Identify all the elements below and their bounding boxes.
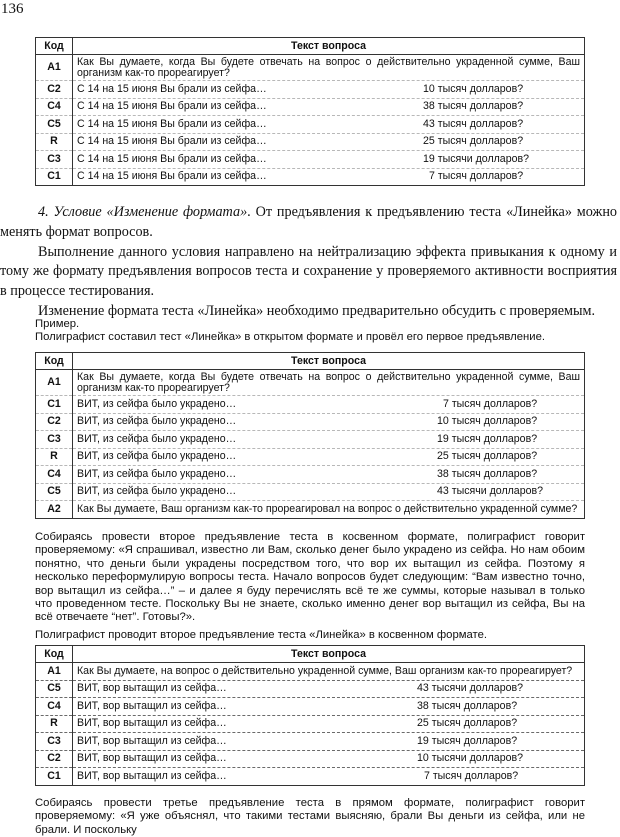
question-code: C5 [36, 680, 73, 698]
column-header-text: Текст вопроса [73, 38, 585, 55]
question-table-3 [35, 645, 585, 786]
question-stem: ВИТ, из сейфа было украдено… [77, 397, 237, 410]
question-code: C1 [36, 768, 73, 786]
column-header-code: Код [36, 353, 73, 370]
question-code: C5 [36, 116, 73, 134]
table-row [36, 413, 585, 431]
question-amount: 25 тысяч долларов? [437, 450, 538, 463]
question-stem: ВИТ, вор вытащил из сейфа… [77, 699, 227, 712]
question-amount: 25 тысяч долларов? [423, 135, 524, 148]
question-amount: 19 тысяч долларов? [437, 432, 538, 445]
question-stem: ВИТ, вор вытащил из сейфа… [77, 752, 227, 765]
section-4-paragraph-2: Выполнение данного условия направлено на нейтрализацию эффекта привыкания к одному и тому же формату предъявления вопросов теста и сохранение у проверяемого активности восприятия в процессе тестирования. [0, 243, 617, 300]
question-code: C4 [36, 466, 73, 484]
question-text: Как Вы думаете, на вопрос о действительно украденной сумме, Ваш организм как-то прореагирует? [73, 663, 585, 681]
table-row [36, 750, 585, 768]
question-amount: 38 тысяч долларов? [423, 100, 524, 113]
table-row [36, 370, 585, 396]
table-row [36, 396, 585, 414]
section-4-paragraph-3: Изменение формата теста «Линейка» необходимо предварительно обсудить с проверяемым. [38, 302, 596, 319]
question-amount: 43 тысячи долларов? [437, 485, 544, 498]
question-amount: 7 тысяч долларов? [424, 769, 519, 782]
second-presentation-intro-block [35, 629, 585, 642]
question-table-1 [35, 37, 585, 186]
question-amount: 10 тысячи долларов? [417, 752, 524, 765]
question-stem: ВИТ, вор вытащил из сейфа… [77, 734, 227, 747]
question-code: C4 [36, 698, 73, 716]
question-stem: ВИТ, из сейфа было украдено… [77, 467, 237, 480]
second-presentation-speech: Собираясь провести второе предъявление теста в косвенном формате, полиграфист говорит проверяемому: «Я спрашивал, известно ли Вам, сколько денег было украдено из сейфа. Но нам обоим понятно, что деньги были украдены посредством того, что вор их вытащил из сейфа. Поэтому я несколько переформулирую вопросы теста. Начало вопросов будет следующим: “Вам известно точно, вор вытащил из сейфа…” – и далее я буду перечислять всё те же суммы, которые называл в только что проведенном тесте. Поскольку Вы не знаете, сколько именно денег вор вытащил из сейфа, Вы на всё отвечаете “нет”. Готовы?». [35, 531, 585, 624]
table-header-row [36, 646, 585, 663]
question-code: A2 [36, 501, 73, 519]
table-row [36, 151, 585, 169]
question-amount: 19 тысячи долларов? [423, 152, 530, 165]
table-header-row [36, 353, 585, 370]
table-row [36, 501, 585, 519]
question-stem: ВИТ, из сейфа было украдено… [77, 485, 237, 498]
question-code: C3 [36, 151, 73, 169]
column-header-code: Код [36, 646, 73, 663]
question-stem: С 14 на 15 июня Вы брали из сейфа… [77, 117, 267, 130]
table-row [36, 698, 585, 716]
table-row [36, 431, 585, 449]
table-row [36, 116, 585, 134]
question-code: C2 [36, 81, 73, 99]
question-text: Как Вы думаете, когда Вы будете отвечать на вопрос о действительно украденной сумме, Ваш организм как-то прореагирует? [73, 55, 585, 81]
page-number: 136 [1, 1, 24, 17]
question-code: C1 [36, 396, 73, 414]
question-amount: 10 тысяч долларов? [437, 415, 538, 428]
question-code: A1 [36, 370, 73, 396]
question-amount: 7 тысяч долларов? [429, 170, 524, 183]
question-stem: ВИТ, вор вытащил из сейфа… [77, 769, 227, 782]
question-stem: ВИТ, из сейфа было украдено… [77, 432, 237, 445]
question-code: C3 [36, 733, 73, 751]
third-presentation-text [35, 797, 585, 837]
question-text: Как Вы думаете, когда Вы будете отвечать на вопрос о действительно украденной сумме, Ваш организм как-то прореагирует? [73, 370, 585, 396]
question-amount: 25 тысяч долларов? [417, 717, 518, 730]
section-4-heading-paragraph [0, 203, 617, 243]
second-presentation-text [35, 531, 585, 625]
table-row [36, 715, 585, 733]
table-row [36, 448, 585, 466]
question-amount: 7 тысяч долларов? [443, 397, 538, 410]
table-row [36, 483, 585, 501]
question-stem: ВИТ, вор вытащил из сейфа… [77, 682, 227, 695]
table-row [36, 466, 585, 484]
example-intro-text: Полиграфист составил тест «Линейка» в открытом формате и провёл его первое предъявление. [35, 331, 545, 344]
table-row [36, 98, 585, 116]
question-code: R [36, 715, 73, 733]
question-table-2 [35, 352, 585, 519]
question-amount: 38 тысяч долларов? [417, 699, 518, 712]
question-stem: ВИТ, вор вытащил из сейфа… [77, 717, 227, 730]
question-code: C1 [36, 168, 73, 186]
question-code: C5 [36, 483, 73, 501]
table-row [36, 168, 585, 186]
question-code: R [36, 133, 73, 151]
table-row [36, 768, 585, 786]
section-4-heading: 4. Условие «Изменение формата» [38, 204, 248, 220]
table-row [36, 680, 585, 698]
section-4-heading-rest: . От предъявления к предъявлению теста «Линейка» можно менять формат вопросов. [0, 204, 618, 240]
question-amount: 38 тысяч долларов? [437, 467, 538, 480]
question-code: C4 [36, 98, 73, 116]
example-intro [35, 318, 585, 345]
table-row [36, 55, 585, 81]
second-presentation-intro: Полиграфист проводит второе предъявление теста «Линейка» в косвенном формате. [35, 629, 488, 641]
section-4-text [0, 203, 617, 322]
question-amount: 43 тысяч долларов? [423, 117, 524, 130]
question-stem: ВИТ, из сейфа было украдено… [77, 450, 237, 463]
question-stem: ВИТ, из сейфа было украдено… [77, 415, 237, 428]
question-stem: С 14 на 15 июня Вы брали из сейфа… [77, 82, 267, 95]
question-stem: С 14 на 15 июня Вы брали из сейфа… [77, 152, 267, 165]
table-row [36, 133, 585, 151]
question-code: C2 [36, 750, 73, 768]
question-amount: 19 тысяч долларов? [417, 734, 518, 747]
column-header-text: Текст вопроса [73, 353, 585, 370]
table-header-row [36, 38, 585, 55]
question-amount: 10 тысяч долларов? [423, 82, 524, 95]
question-stem: С 14 на 15 июня Вы брали из сейфа… [77, 170, 267, 183]
question-code: R [36, 448, 73, 466]
question-code: C2 [36, 413, 73, 431]
question-text: Как Вы думаете, Ваш организм как-то прореагировал на вопрос о действительно украденной сумме? [77, 502, 578, 515]
table-row [36, 81, 585, 99]
example-label: Пример. [35, 318, 80, 330]
question-code: A1 [36, 663, 73, 681]
table-row [36, 663, 585, 681]
question-code: C3 [36, 431, 73, 449]
third-presentation-speech: Собираясь провести третье предъявление теста в прямом формате, полиграфист говорит проверяемому: «Я уже объяснял, что такими тестами выясняю, брали Вы деньги из сейфа, или не брали. И поскольку [35, 797, 585, 836]
question-code: A1 [36, 55, 73, 81]
column-header-text: Текст вопроса [73, 646, 585, 663]
table-row [36, 733, 585, 751]
question-stem: С 14 на 15 июня Вы брали из сейфа… [77, 100, 267, 113]
column-header-code: Код [36, 38, 73, 55]
question-stem: С 14 на 15 июня Вы брали из сейфа… [77, 135, 267, 148]
question-amount: 43 тысячи долларов? [417, 682, 524, 695]
